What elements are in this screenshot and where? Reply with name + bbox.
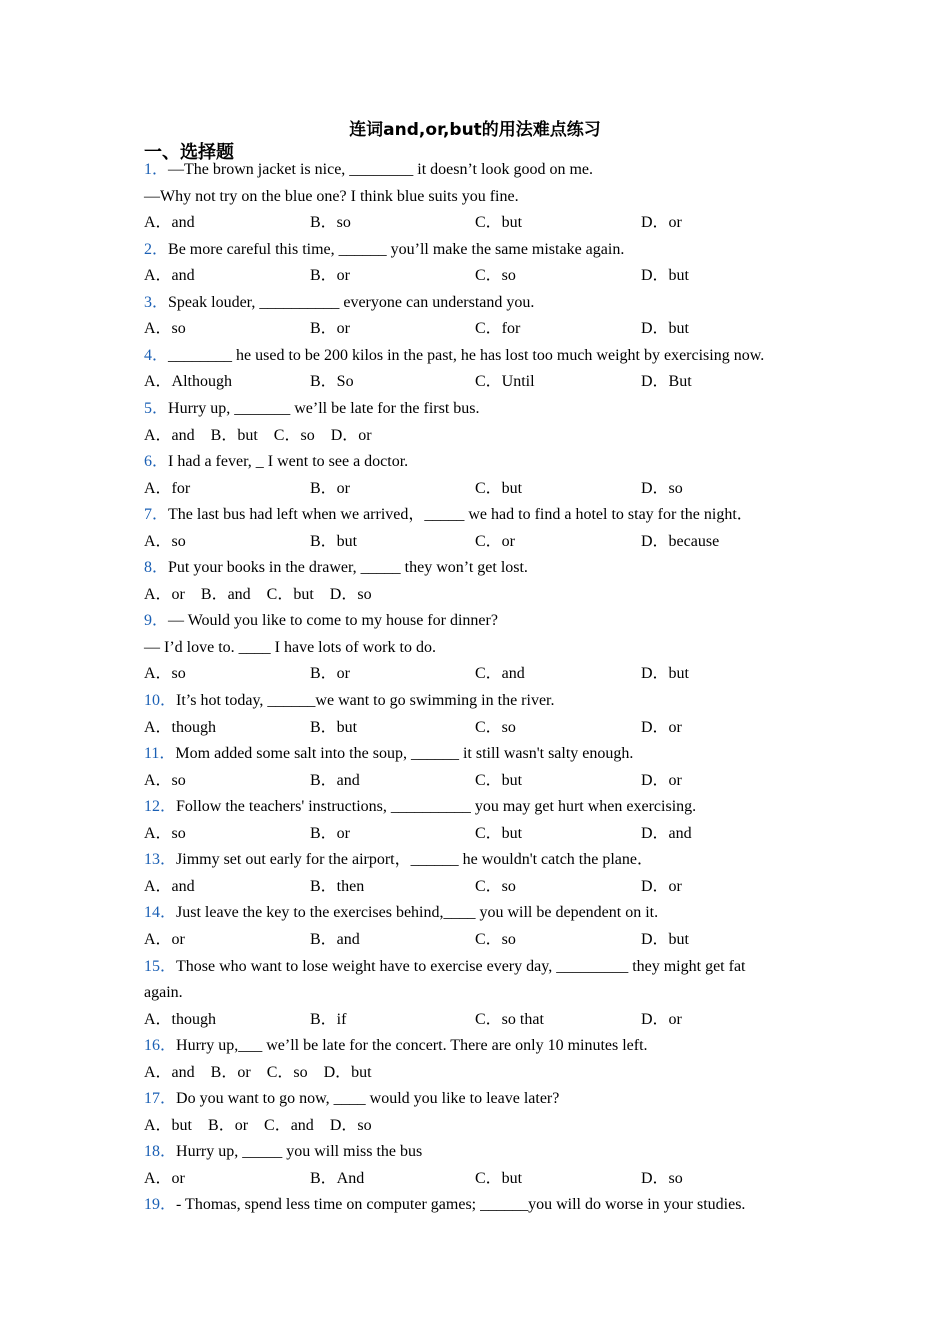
answer-options xyxy=(144,1116,804,1136)
answer-option[interactable]: D．or xyxy=(330,426,372,444)
answer-options xyxy=(144,771,804,791)
answer-option[interactable]: B．So xyxy=(310,373,354,391)
answer-option[interactable]: B．or xyxy=(310,267,351,285)
answer-option[interactable]: B．and xyxy=(310,771,360,789)
question-text: It’s hot today, ______we want to go swimming in the river. xyxy=(176,692,555,709)
question-text: Do you want to go now, ____ would you like to leave later? xyxy=(176,1090,560,1108)
answer-option[interactable]: C．and xyxy=(475,665,525,683)
answer-option[interactable]: C．so xyxy=(475,877,516,895)
answer-option[interactable]: D．but xyxy=(641,320,690,338)
answer-options xyxy=(144,1063,804,1083)
question-number: 16． xyxy=(144,1037,177,1055)
question-text: — Would you like to come to my house for dinner? xyxy=(168,612,498,630)
answer-option[interactable]: B．And xyxy=(310,1169,365,1187)
question-stem xyxy=(144,240,624,260)
question-number: 4． xyxy=(144,346,169,364)
question-text: Be more careful this time, ______ you’ll make the same mistake again. xyxy=(168,240,625,258)
answer-option[interactable]: A．so xyxy=(144,665,186,683)
question-text: I had a fever, _ I went to see a doctor. xyxy=(168,453,409,471)
answer-option[interactable]: D．but xyxy=(641,665,690,683)
answer-option[interactable]: D．but xyxy=(323,1063,372,1081)
answer-option[interactable]: B．so xyxy=(310,214,351,232)
answer-option[interactable]: C．or xyxy=(475,532,516,550)
answer-options xyxy=(144,877,804,897)
question-number: 5． xyxy=(144,399,169,417)
answer-option[interactable]: D．and xyxy=(641,824,692,842)
question-text: Jimmy set out early for the airport，______ he wouldn't catch the plane． xyxy=(176,851,654,869)
question-text: —The brown jacket is nice, ________ it doesn’t look good on me. xyxy=(168,161,593,178)
section-heading: 一、选择题 xyxy=(144,142,234,163)
question-stem xyxy=(144,850,653,870)
question-number: 1． xyxy=(144,161,169,178)
question-number: 8． xyxy=(144,559,169,577)
question-number: 12． xyxy=(144,798,177,816)
answer-option[interactable]: A．and xyxy=(144,426,195,444)
question-stem xyxy=(144,558,528,578)
answer-option[interactable]: C．but xyxy=(475,771,523,789)
answer-option[interactable]: B．or xyxy=(310,665,351,683)
answer-option[interactable]: C．and xyxy=(264,1116,314,1134)
question-number: 6． xyxy=(144,453,169,471)
question-text: Hurry up, _______ we’ll be late for the first bus. xyxy=(168,399,480,417)
answer-option[interactable]: B．and xyxy=(200,585,251,603)
question-stem xyxy=(144,744,633,764)
question-stem xyxy=(144,1036,648,1056)
answer-option[interactable]: A．so xyxy=(144,824,186,842)
answer-option[interactable]: D．or xyxy=(641,877,682,895)
answer-option[interactable]: B．but xyxy=(310,532,358,550)
question-text: Speak louder, __________ everyone can understand you. xyxy=(168,293,535,311)
answer-option[interactable]: A．and xyxy=(144,877,195,895)
answer-option[interactable]: D．so xyxy=(329,585,372,603)
question-stem xyxy=(144,1089,559,1109)
question-text: Mom added some salt into the soup, ______ it still wasn't salty enough. xyxy=(175,745,634,763)
question-stem xyxy=(144,1142,422,1162)
answer-option[interactable]: C．but xyxy=(475,824,523,842)
question-number: 14． xyxy=(144,904,177,922)
question-stem xyxy=(144,452,408,472)
answer-option[interactable]: C．so that xyxy=(475,1010,544,1028)
answer-option[interactable]: A．and xyxy=(144,1063,195,1081)
answer-option[interactable]: C．so xyxy=(273,426,315,444)
question-text: ________ he used to be 200 kilos in the past, he has lost too much weight by exercising now. xyxy=(168,346,765,364)
question-text: Just leave the key to the exercises behind,____ you will be dependent on it. xyxy=(176,904,659,922)
answer-option[interactable]: C．so xyxy=(475,267,516,285)
question-text: The last bus had left when we arrived，_____ we had to find a hotel to stay for the night． xyxy=(168,506,753,524)
answer-option[interactable]: C．but xyxy=(475,479,523,497)
answer-option[interactable]: C．but xyxy=(475,214,523,232)
answer-options xyxy=(144,664,804,684)
answer-option[interactable]: A．Although xyxy=(144,373,233,391)
question-text: Hurry up, _____ you will miss the bus xyxy=(176,1143,423,1161)
page-title: 连词and,or,but的用法难点练习 xyxy=(349,120,601,140)
question-stem-continued: — I’d love to. ____ I have lots of work to do. xyxy=(144,638,436,656)
answer-options xyxy=(144,585,804,605)
answer-option[interactable]: A．but xyxy=(144,1116,193,1134)
answer-option[interactable]: D．so xyxy=(329,1116,372,1134)
question-number: 7． xyxy=(144,506,169,524)
answer-option[interactable]: C．for xyxy=(475,320,521,338)
answer-options xyxy=(144,1010,804,1030)
question-number: 10． xyxy=(144,692,177,709)
answer-option[interactable]: C．so xyxy=(475,930,516,948)
question-text: Follow the teachers' instructions, __________ you may get hurt when exercising. xyxy=(176,798,697,816)
question-stem xyxy=(144,797,696,817)
answer-option[interactable]: D．or xyxy=(641,718,682,736)
answer-options xyxy=(144,213,804,233)
question-number: 9． xyxy=(144,612,169,630)
answer-options xyxy=(144,532,804,552)
answer-option[interactable]: B．or xyxy=(208,1116,249,1134)
answer-option[interactable]: B．but xyxy=(210,426,258,444)
answer-option[interactable]: A．or xyxy=(144,930,185,948)
question-text: - Thomas, spend less time on computer games; ______you will do worse in your studies. xyxy=(176,1196,746,1214)
question-number: 2． xyxy=(144,240,169,258)
answer-option[interactable]: D．so xyxy=(641,1169,683,1187)
answer-option[interactable]: A．and xyxy=(144,214,195,232)
answer-option[interactable]: B．and xyxy=(310,930,360,948)
question-text: Those who want to lose weight have to exercise every day, _________ they might get fat xyxy=(176,957,746,975)
answer-option[interactable]: B．but xyxy=(310,718,358,736)
question-stem xyxy=(144,1195,745,1215)
answer-option[interactable]: C．so xyxy=(475,718,516,736)
answer-option[interactable]: A．and xyxy=(144,267,195,285)
answer-option[interactable]: C．but xyxy=(475,1169,523,1187)
question-number: 17． xyxy=(144,1090,177,1108)
question-stem xyxy=(144,399,480,419)
answer-option[interactable]: C．so xyxy=(266,1063,308,1081)
answer-option[interactable]: A．though xyxy=(144,1010,217,1028)
question-stem-continued: —Why not try on the blue one? I think blue suits you fine. xyxy=(144,187,519,205)
answer-option[interactable]: A．or xyxy=(144,585,185,603)
answer-option[interactable]: B．then xyxy=(310,877,365,895)
answer-options xyxy=(144,426,804,446)
question-stem xyxy=(144,611,498,631)
question-stem-continued: again. xyxy=(144,984,183,1002)
question-stem xyxy=(144,957,746,977)
answer-options xyxy=(144,319,804,339)
answer-options xyxy=(144,479,804,499)
question-stem xyxy=(144,691,555,711)
answer-option[interactable]: B．if xyxy=(310,1010,347,1028)
answer-option[interactable]: D．but xyxy=(641,930,690,948)
question-stem xyxy=(144,160,593,180)
answer-option[interactable]: A．for xyxy=(144,479,191,497)
question-number: 11． xyxy=(144,745,176,763)
answer-option[interactable]: D．because xyxy=(641,532,720,550)
answer-option[interactable]: D．or xyxy=(641,214,682,232)
answer-option[interactable]: B．or xyxy=(310,320,351,338)
question-text: Put your books in the drawer, _____ they won’t get lost. xyxy=(168,559,528,577)
question-number: 15． xyxy=(144,957,177,975)
answer-option[interactable]: D．but xyxy=(641,267,690,285)
question-stem xyxy=(144,346,764,366)
answer-option[interactable]: D．or xyxy=(641,771,682,789)
question-number: 3． xyxy=(144,293,169,311)
answer-option[interactable]: A．so xyxy=(144,320,186,338)
answer-options xyxy=(144,1169,804,1189)
question-stem xyxy=(144,505,753,525)
question-text: Hurry up,___ we’ll be late for the concert. There are only 10 minutes left. xyxy=(176,1037,648,1055)
question-number: 18． xyxy=(144,1143,177,1161)
answer-option[interactable]: D．or xyxy=(641,1010,682,1028)
answer-option[interactable]: B．or xyxy=(310,824,351,842)
answer-option[interactable]: C．but xyxy=(266,585,314,603)
answer-option[interactable]: A．so xyxy=(144,771,186,789)
answer-options xyxy=(144,930,804,950)
answer-option[interactable]: B．or xyxy=(310,479,351,497)
question-number: 19． xyxy=(144,1196,177,1214)
answer-option[interactable]: C．Until xyxy=(475,373,535,391)
answer-options xyxy=(144,824,804,844)
answer-option[interactable]: B．or xyxy=(210,1063,251,1081)
answer-option[interactable]: A．so xyxy=(144,532,186,550)
answer-option[interactable]: D．But xyxy=(641,373,692,391)
answer-options xyxy=(144,718,804,738)
answer-option[interactable]: A．or xyxy=(144,1169,185,1187)
answer-options xyxy=(144,266,804,286)
question-number: 13． xyxy=(144,851,177,869)
answer-options xyxy=(144,372,804,392)
question-stem xyxy=(144,293,534,313)
answer-option[interactable]: A．though xyxy=(144,718,217,736)
question-stem xyxy=(144,903,658,923)
answer-option[interactable]: D．so xyxy=(641,479,683,497)
